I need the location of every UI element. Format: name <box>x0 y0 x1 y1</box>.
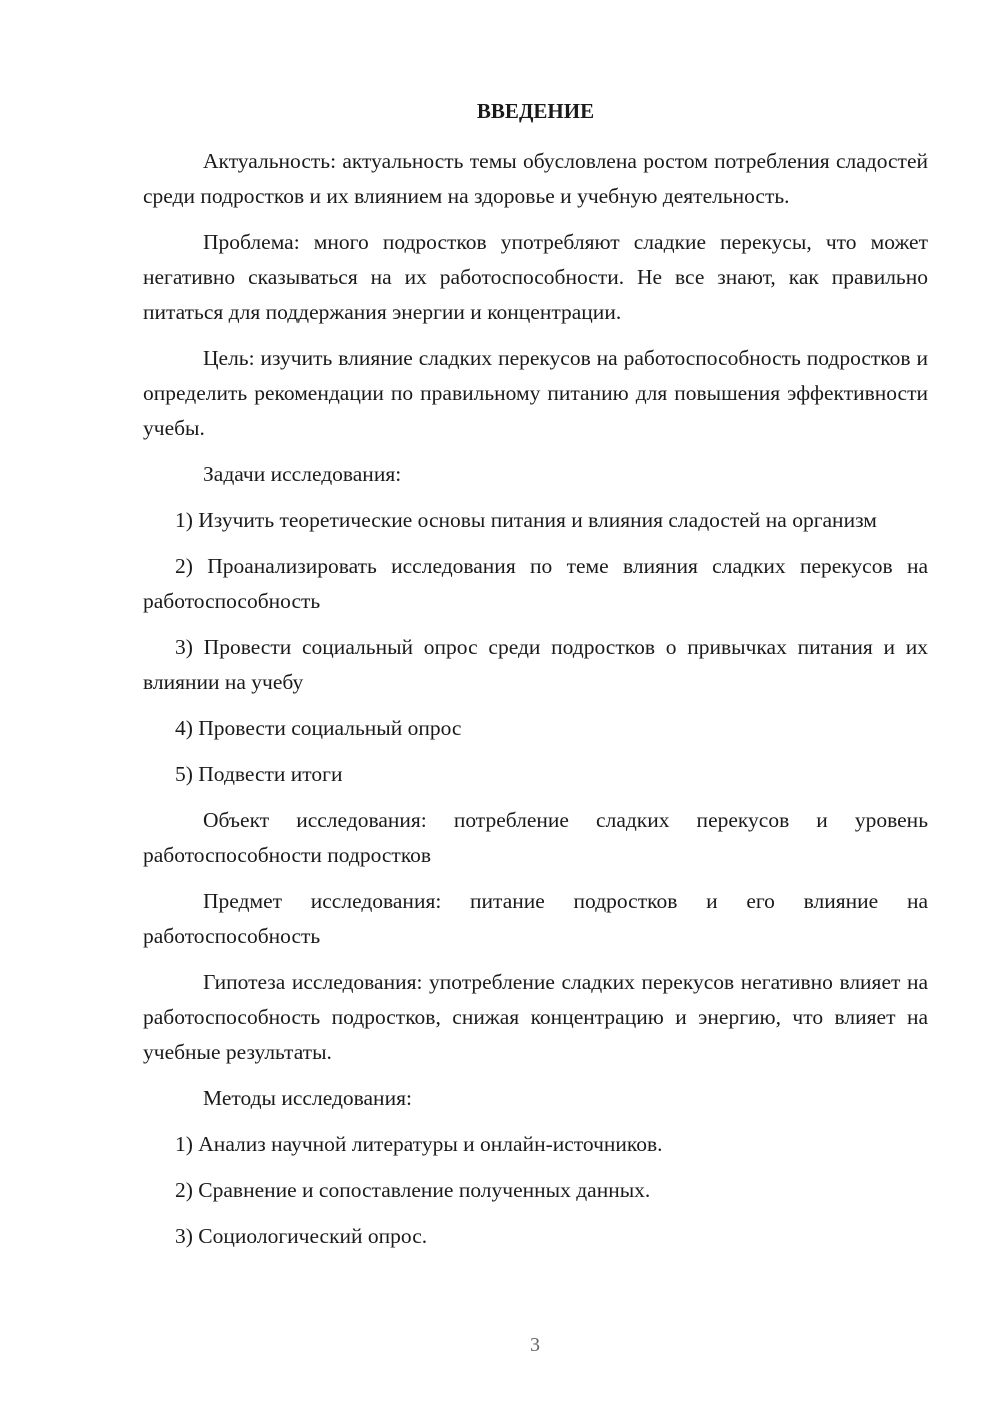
document-page <box>143 96 928 1265</box>
task-item: 3) Провести социальный опрос среди подростков о привычках питания и их влиянии на учебу <box>143 635 928 694</box>
section-title: ВВЕДЕНИЕ <box>476 99 595 123</box>
task-item: 5) Подвести итоги <box>175 762 343 786</box>
problem-paragraph: Проблема: много подростков употребляют сладкие перекусы, что может негативно сказываться на их работоспособности. Не все знают, как правильно питаться для поддержания энергии и концентрации. <box>143 230 928 324</box>
task-item: 4) Провести социальный опрос <box>175 716 462 740</box>
method-item: 2) Сравнение и сопоставление полученных данных. <box>175 1178 651 1202</box>
method-item: 3) Социологический опрос. <box>175 1224 428 1248</box>
method-item: 1) Анализ научной литературы и онлайн-источников. <box>175 1132 663 1156</box>
subject-paragraph: Предмет исследования: питание подростков и его влияние на работоспособность <box>143 889 928 948</box>
methods-heading: Методы исследования: <box>203 1086 412 1110</box>
page-number: 3 <box>530 1334 540 1356</box>
object-paragraph: Объект исследования: потребление сладких перекусов и уровень работоспособности подростков <box>143 808 928 867</box>
task-item: 2) Проанализировать исследования по теме влияния сладких перекусов на работоспособность <box>143 554 928 613</box>
relevance-paragraph: Актуальность: актуальность темы обусловлена ростом потребления сладостей среди подростков и их влиянием на здоровье и учебную деятельность. <box>143 149 928 208</box>
tasks-heading: Задачи исследования: <box>203 462 402 486</box>
hypothesis-paragraph: Гипотеза исследования: употребление сладких перекусов негативно влияет на работоспособность подростков, снижая концентрацию и энергию, что влияет на учебные результаты. <box>143 970 928 1064</box>
goal-paragraph: Цель: изучить влияние сладких перекусов на работоспособность подростков и определить рекомендации по правильному питанию для повышения эффективности учебы. <box>143 346 928 440</box>
task-item: 1) Изучить теоретические основы питания и влияния сладостей на организм <box>175 508 877 532</box>
